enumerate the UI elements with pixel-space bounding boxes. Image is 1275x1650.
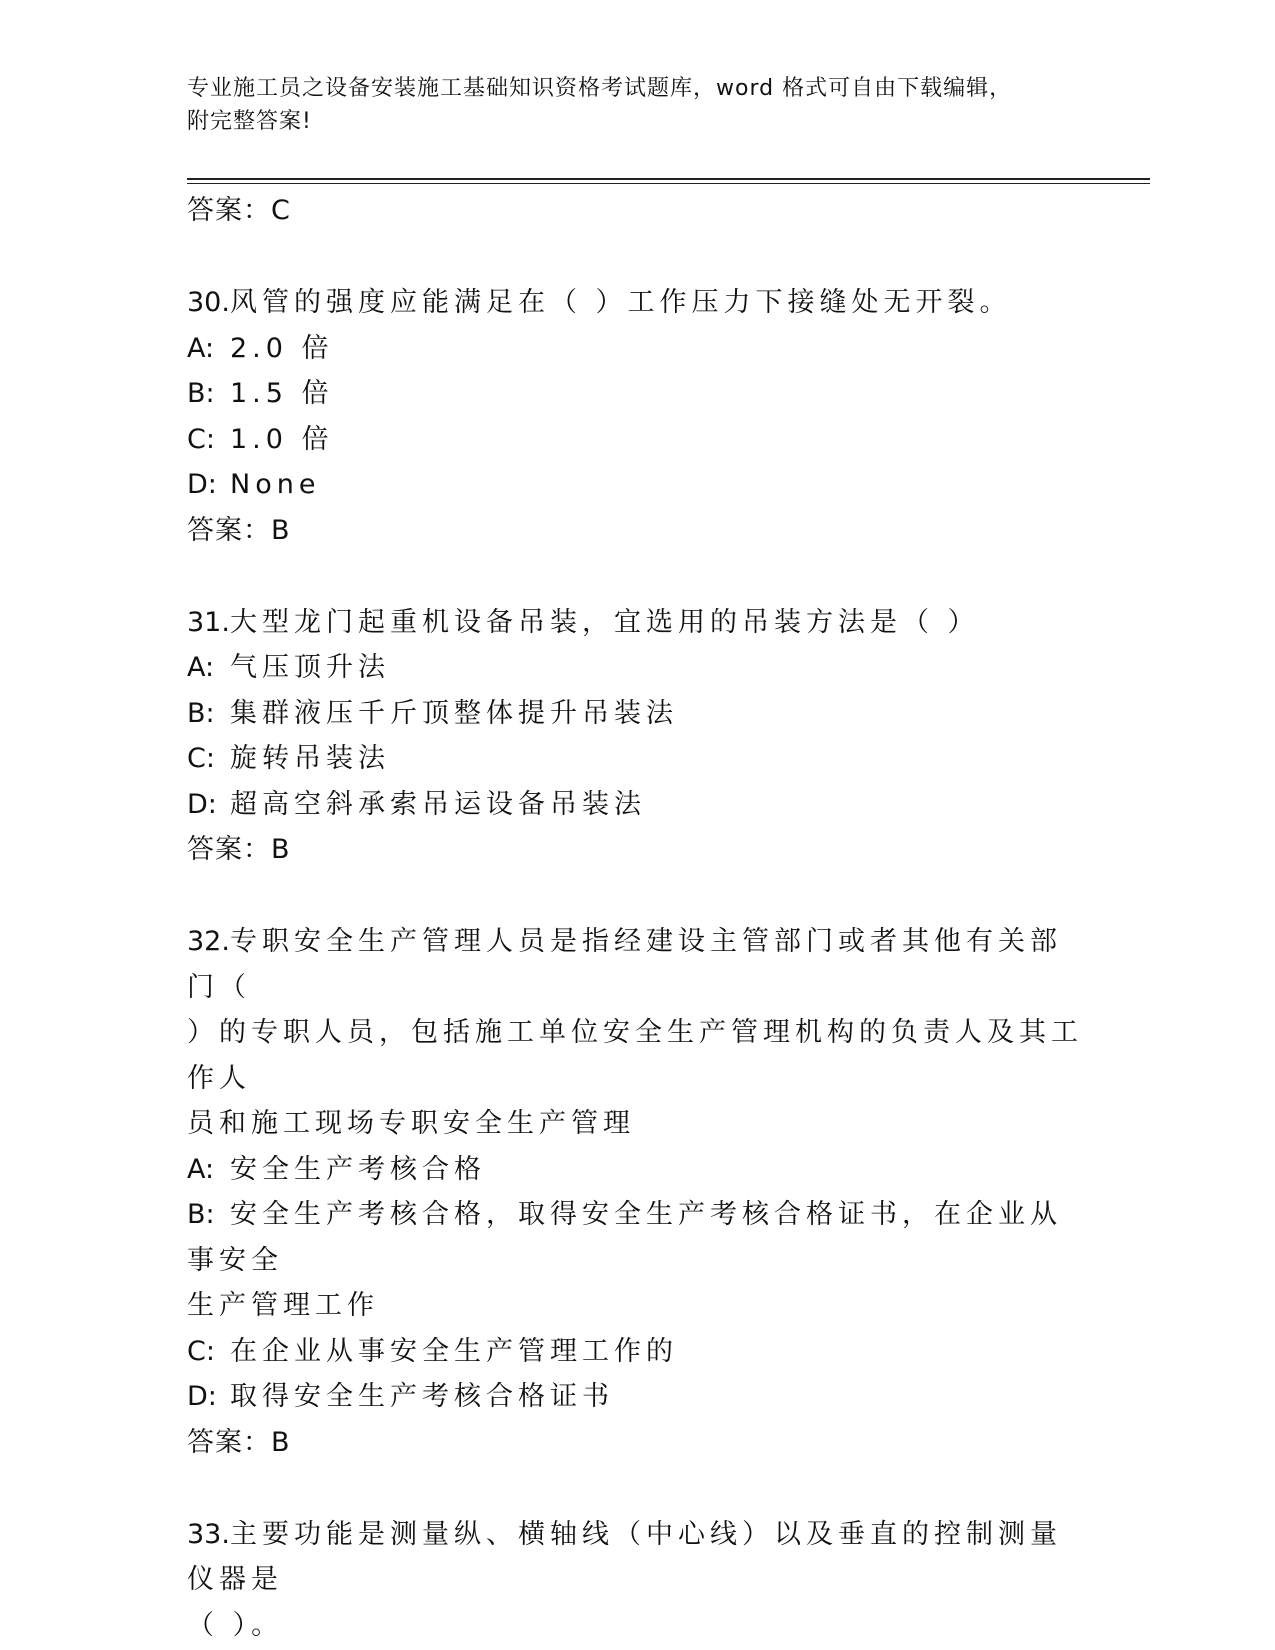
question-text: 32.专职安全生产管理人员是指经建设主管部门或者其他有关部门（ — [187, 926, 1062, 1003]
spacer — [187, 233, 1087, 280]
header-rule-thick — [187, 178, 1150, 180]
question-number: 33. — [187, 1518, 230, 1550]
question-text: 30.风管的强度应能满足在（ ）工作压力下接缝处无开裂。 — [187, 287, 1012, 318]
option-b-continued: 生产管理工作 — [187, 1290, 379, 1321]
option-d: D: 取得安全生产考核合格证书 — [187, 1381, 614, 1412]
question-text-continued: ）的专职人员，包括施工单位安全生产管理机构的负责人及其工作人 — [187, 1017, 1083, 1094]
spacer — [187, 872, 1087, 919]
question-block-31 — [187, 600, 1087, 873]
question-block-33 — [187, 1512, 1087, 1649]
question-text-continued: （ ）。 — [187, 1609, 284, 1641]
answer-line: 答案：C — [187, 195, 291, 226]
header-line-2: 附完整答案! — [187, 109, 312, 134]
answer-line: 答案：B — [187, 1426, 291, 1458]
question-list — [187, 188, 1087, 1648]
question-block-30 — [187, 280, 1087, 553]
question-number: 30. — [187, 287, 230, 318]
answer-line: 答案：B — [187, 514, 291, 546]
document-header — [187, 72, 1087, 138]
option-d: D: 超高空斜承索吊运设备吊装法 — [187, 788, 646, 820]
option-a: A: 安全生产考核合格 — [187, 1153, 486, 1185]
question-number: 31. — [187, 606, 230, 638]
option-a: A: 气压顶升法 — [187, 652, 390, 683]
header-line-1: 专业施工员之设备安装施工基础知识资格考试题库，word 格式可自由下载编辑， — [187, 76, 1013, 101]
option-a: A: 2.0 倍 — [187, 332, 334, 364]
option-b: B: 集群液压千斤顶整体提升吊装法 — [187, 697, 678, 729]
spacer — [187, 1465, 1087, 1512]
spacer — [187, 553, 1087, 600]
answer-line: 答案：B — [187, 834, 291, 865]
option-b: B: 1.5 倍 — [187, 378, 334, 409]
option-d: D: None — [187, 469, 321, 500]
question-number: 32. — [187, 926, 230, 957]
option-b: B: 安全生产考核合格，取得安全生产考核合格证书，在企业从事安全 — [187, 1199, 1062, 1276]
option-c: C: 1.0 倍 — [187, 423, 334, 455]
option-c: C: 旋转吊装法 — [187, 743, 390, 774]
question-text: 33.主要功能是测量纵、横轴线（中心线）以及垂直的控制测量仪器是 — [187, 1518, 1062, 1595]
question-block-32 — [187, 919, 1087, 1465]
question-text: 31.大型龙门起重机设备吊装，宜选用的吊装方法是（ ） — [187, 606, 980, 638]
option-c: C: 在企业从事安全生产管理工作的 — [187, 1335, 678, 1367]
question-text-continued: 员和施工现场专职安全生产管理 — [187, 1108, 635, 1139]
header-rule-thin — [187, 183, 1150, 184]
